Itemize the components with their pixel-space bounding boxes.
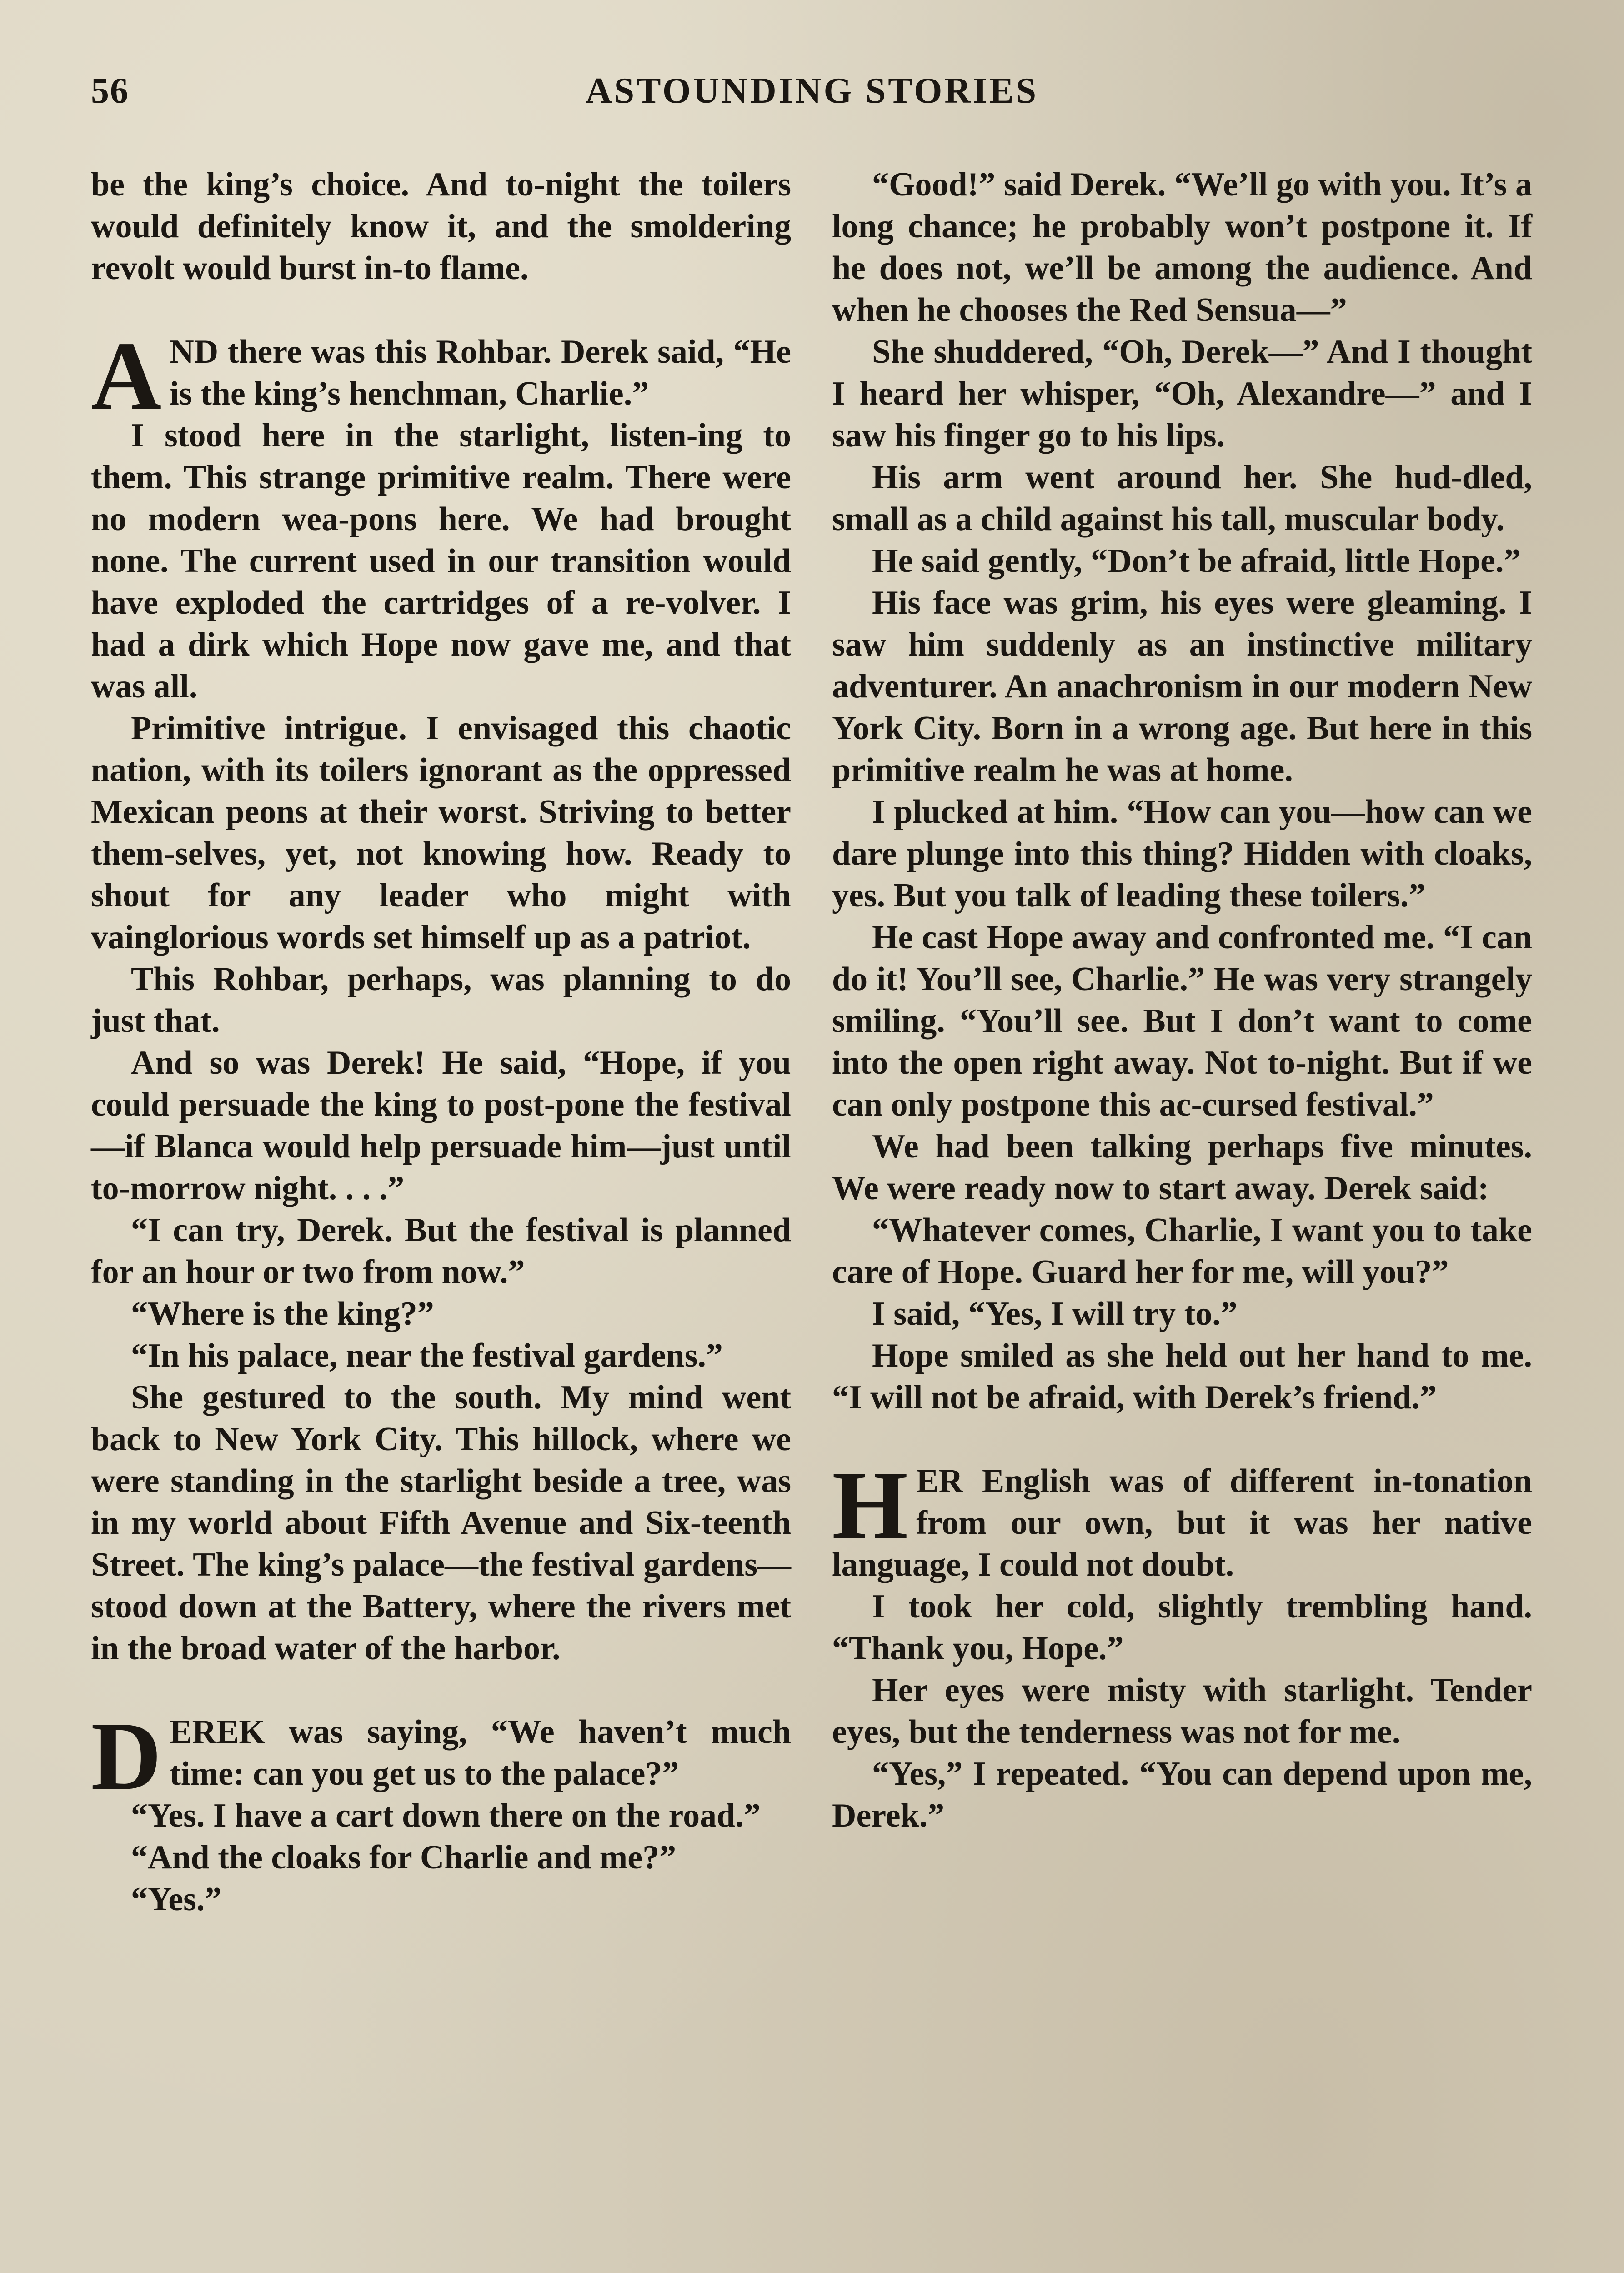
- paragraph: “Where is the king?”: [131, 1295, 434, 1332]
- paragraph: He said gently, “Don’t be afraid, little Hope.”: [872, 542, 1521, 580]
- paragraph: His face was grim, his eyes were gleaming. I saw him suddenly as an instinctive military adventurer. An anachronism in our modern New York City. Born in a wrong age. But here in this primitive realm he was at home.: [832, 584, 1532, 789]
- paragraph: “And the cloaks for Charlie and me?”: [131, 1839, 677, 1876]
- page-number: 56: [91, 71, 129, 111]
- paragraph: Her eyes were misty with starlight. Tender eyes, but the tenderness was not for me.: [832, 1672, 1532, 1751]
- paragraph: Primitive intrigue. I envisaged this chaotic nation, with its toilers ignorant as the oppressed Mexican peons at their worst. Striving to better them-selves, yet, not knowing how. Ready to shout for any leader who might with vainglorious words set himself up as a patriot.: [91, 710, 791, 956]
- paragraph: I stood here in the starlight, listen-ing to them. This strange primitive realm. There were no modern wea-pons here. We had brought none. The current used in our transition would have exploded the cartridges of a re-volver. I had a dirk which Hope now gave me, and that was all.: [91, 417, 791, 705]
- left-column: [91, 164, 791, 1920]
- section-paragraph: [91, 1702, 791, 1810]
- paragraph: Hope smiled as she held out her hand to me. “I will not be afraid, with Derek’s friend.”: [832, 1337, 1532, 1416]
- paragraph: “I can try, Derek. But the festival is planned for an hour or two from now.”: [91, 1212, 791, 1291]
- paragraph-text: ND there was this Rohbar. Derek said, “He is the king’s henchman, Charlie.”: [170, 333, 791, 412]
- paragraph: His arm went around her. She hud-dled, small as a child against his tall, muscular body.: [832, 459, 1532, 538]
- paragraph: She shuddered, “Oh, Derek—” And I thought I heard her whisper, “Oh, Alexandre—” and I saw his finger go to his lips.: [832, 333, 1532, 454]
- section-paragraph: [91, 321, 791, 430]
- paragraph: We had been talking perhaps five minutes. We were ready now to start away. Derek said:: [832, 1128, 1532, 1207]
- running-head: ASTOUNDING STORIES: [585, 71, 1039, 111]
- paragraph: “Yes,” I repeated. “You can depend upon me, Derek.”: [832, 1755, 1532, 1834]
- drop-cap: D: [91, 1702, 162, 1810]
- paragraph: “Whatever comes, Charlie, I want you to take care of Hope. Guard her for me, will you?”: [832, 1212, 1532, 1291]
- paragraph: And so was Derek! He said, “Hope, if you could persuade the king to post-pone the festival—if Blanca would help persuade him—just until to-morrow night. . . .”: [91, 1044, 791, 1207]
- paragraph: He cast Hope away and confronted me. “I can do it! You’ll see, Charlie.” He was very strangely smiling. “You’ll see. But I don’t want to come into the open right away. Not to-night. But if we can only postpone this ac-cursed festival.”: [832, 919, 1532, 1123]
- paragraph: “In his palace, near the festival gardens.”: [131, 1337, 723, 1374]
- right-column: [832, 164, 1532, 1837]
- paragraph: be the king’s choice. And to-night the toilers would definitely know it, and the smoldering revolt would burst in-to flame.: [91, 166, 791, 287]
- drop-cap: H: [832, 1451, 908, 1559]
- paragraph: I took her cold, slightly trembling hand. “Thank you, Hope.”: [832, 1588, 1532, 1667]
- drop-cap: A: [91, 321, 162, 430]
- paragraph: “Good!” said Derek. “We’ll go with you. It’s a long chance; he probably won’t postpone it. If he does not, we’ll be among the audience. And when he chooses the Red Sensua—”: [832, 166, 1532, 329]
- paragraph: This Rohbar, perhaps, was planning to do just that.: [91, 961, 791, 1040]
- paragraph: I plucked at him. “How can you—how can we dare plunge into this thing? Hidden with cloaks, yes. But you talk of leading these toilers.”: [832, 793, 1532, 914]
- paragraph-text: EREK was saying, “We haven’t much time: can you get us to the palace?”: [170, 1713, 791, 1792]
- section-paragraph: [832, 1451, 1532, 1586]
- paragraph: “Yes.”: [131, 1881, 222, 1918]
- paragraph: I said, “Yes, I will try to.”: [872, 1295, 1238, 1332]
- paragraph: “Yes. I have a cart down there on the road.”: [131, 1797, 761, 1834]
- paragraph-text: ER English was of different in-tonation from our own, but it was her native language, I could not doubt.: [832, 1462, 1532, 1583]
- paragraph: She gestured to the south. My mind went back to New York City. This hillock, where we were standing in the starlight beside a tree, was in my world about Fifth Avenue and Six-teenth Street. The king’s palace—the festival gardens—stood down at the Battery, where the rivers met in the broad water of the harbor.: [91, 1379, 791, 1667]
